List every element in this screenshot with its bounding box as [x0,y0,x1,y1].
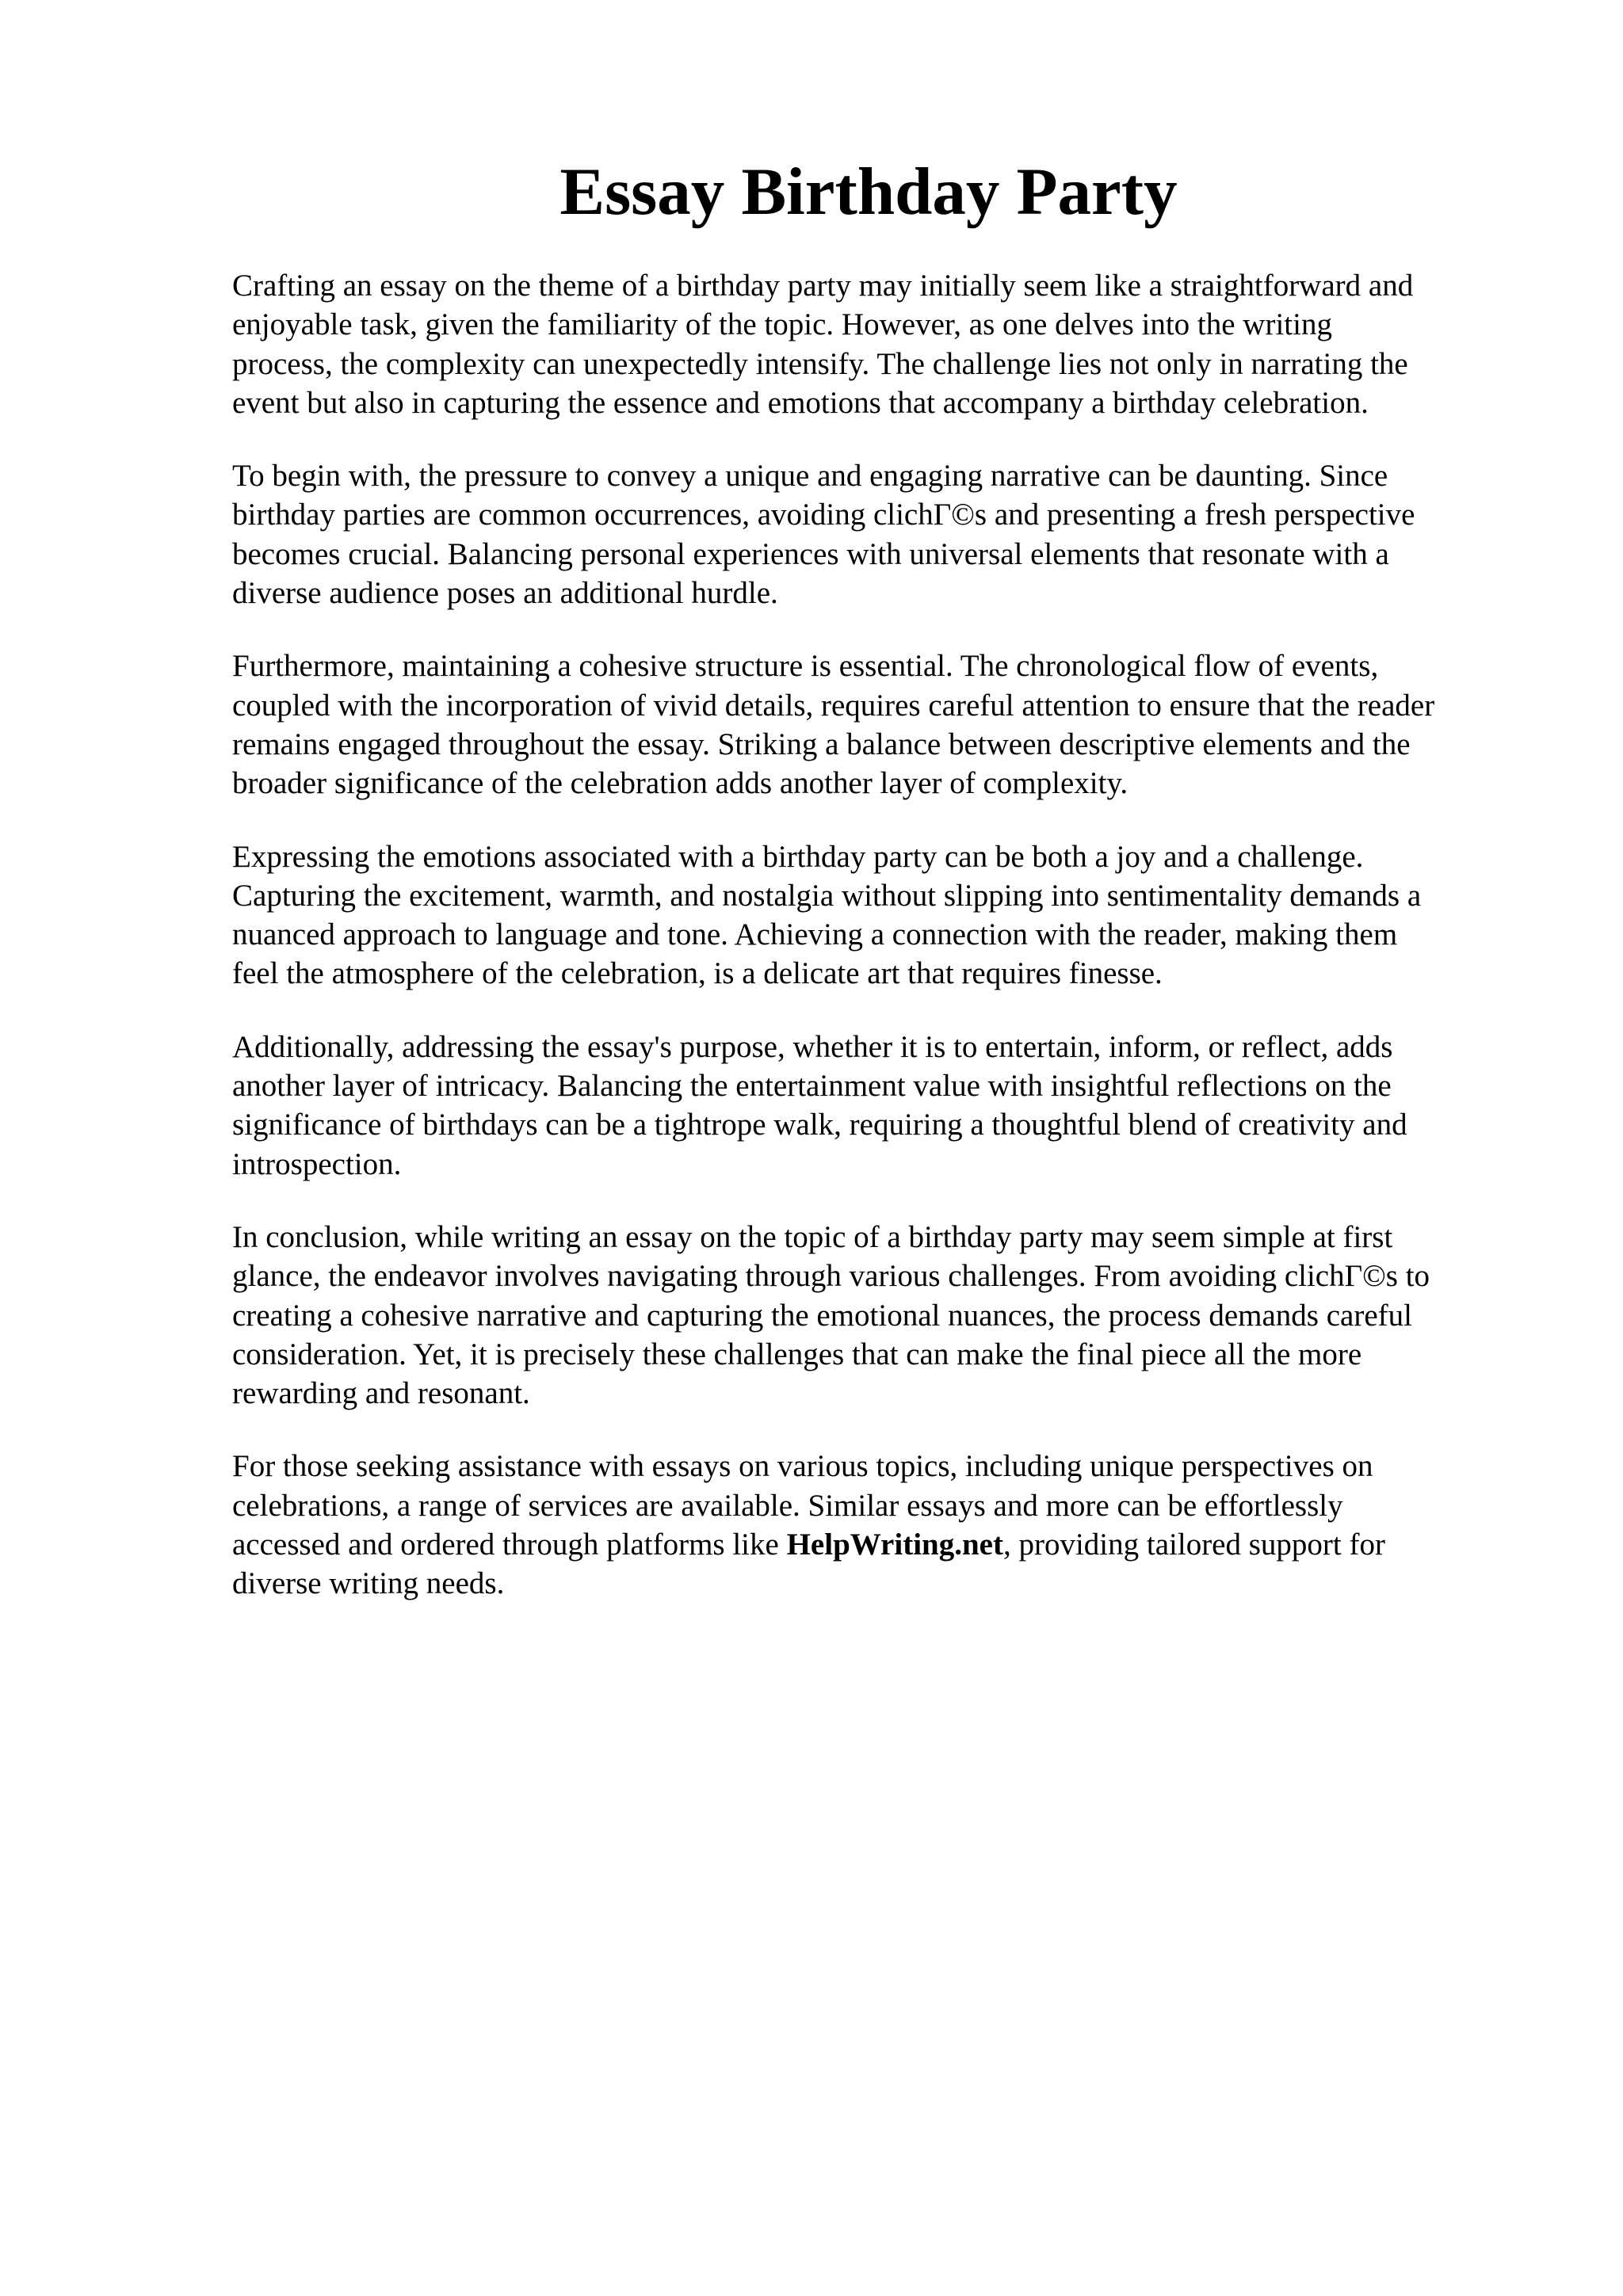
text-line: becomes crucial. Balancing personal experiences with universal elements that resonate with a [232,536,1389,571]
text-segment: , providing tailored support for [1002,1527,1385,1562]
text-line: glance, the endeavor involves navigating through various challenges. From avoiding clichΓ©s to [232,1259,1430,1294]
paragraph-4 [232,837,1532,994]
text-line: feel the atmosphere of the celebration, is a delicate art that requires finesse. [232,956,1163,991]
text-line: creating a cohesive narrative and capturing the emotional nuances, the process demands careful [232,1298,1412,1333]
text-line: coupled with the incorporation of vivid details, requires careful attention to ensure that the reader [232,688,1435,723]
paragraph-2 [232,456,1532,612]
text-line: significance of birthdays can be a tightrope walk, requiring a thoughtful blend of creativity and [232,1108,1407,1142]
text-line: diverse audience poses an additional hurdle. [232,576,778,611]
paragraph-6 [232,1218,1532,1413]
text-line: In conclusion, while writing an essay on the topic of a birthday party may seem simple at first [232,1219,1393,1254]
text-line: celebrations, a range of services are available. Similar essays and more can be effortlessly [232,1488,1343,1523]
text-line: enjoyable task, given the familiarity of the topic. However, as one delves into the writing [232,307,1332,342]
text-line: event but also in capturing the essence and emotions that accompany a birthday celebration. [232,385,1369,420]
text-line: nuanced approach to language and tone. Achieving a connection with the reader, making them [232,917,1398,952]
text-line: diverse writing needs. [232,1566,505,1601]
helpwriting-link[interactable]: HelpWriting.net [786,1527,1003,1562]
text-line: Furthermore, maintaining a cohesive structure is essential. The chronological flow of events, [232,649,1379,684]
text-line: Expressing the emotions associated with a birthday party can be both a joy and a challenge. [232,839,1364,874]
paragraph-3 [232,646,1532,803]
text-line: process, the complexity can unexpectedly intensify. The challenge lies not only in narrating the [232,346,1408,381]
text-line: Additionally, addressing the essay's purpose, whether it is to entertain, inform, or reflect, adds [232,1029,1393,1064]
text-line: birthday parties are common occurrences, avoiding clichΓ©s and presenting a fresh perspective [232,498,1415,532]
text-line: introspection. [232,1146,402,1181]
paragraph-5 [232,1028,1532,1184]
text-line: rewarding and resonant. [232,1376,530,1411]
text-line: consideration. Yet, it is precisely these challenges that can make the final piece all the more [232,1337,1362,1371]
closing-paragraph [232,1447,1532,1603]
text-line: remains engaged throughout the essay. Striking a balance between descriptive elements and the [232,727,1411,761]
text-line: For those seeking assistance with essays on various topics, including unique perspectives on [232,1449,1373,1484]
text-line: To begin with, the pressure to convey a unique and engaging narrative can be daunting. Since [232,459,1388,494]
text-line: another layer of intricacy. Balancing the entertainment value with insightful reflections on the [232,1069,1392,1104]
paragraph-1 [232,266,1532,422]
essay-body [232,266,1532,1638]
text-line: broader significance of the celebration adds another layer of complexity. [232,766,1128,801]
text-segment: accessed and ordered through platforms like [232,1527,787,1562]
text-line: Crafting an essay on the theme of a birthday party may initially seem like a straightforward and [232,269,1414,303]
document-title: Essay Birthday Party [559,154,1178,229]
text-line: Capturing the excitement, warmth, and nostalgia without slipping into sentimentality demands a [232,878,1422,913]
text-line-with-link [232,1525,1532,1564]
